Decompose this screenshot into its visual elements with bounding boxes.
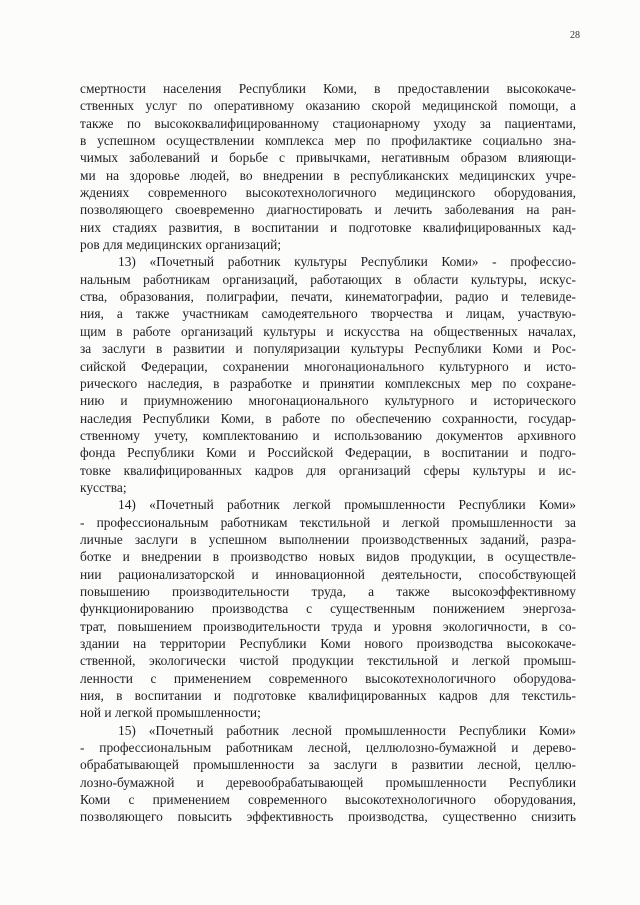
text-line: ния, в воспитании и подготовке квалифицированных кадров для текстиль- <box>80 688 576 704</box>
text-line: щим в работе организаций культуры и искусства на общественных началах, <box>80 323 576 339</box>
text-line: ства, образования, полиграфии, печати, кинематографии, радио и телевиде- <box>80 289 576 305</box>
text-line: трат, повышением производительности труда и уровня экологичности, в со- <box>80 618 576 634</box>
text-line: лозно-бумажной и деревообрабатывающей промышленности Республики <box>80 774 576 790</box>
text-line: - профессиональным работникам лесной, целлюлозно-бумажной и дерево- <box>80 740 576 756</box>
text-line: смертности населения Республики Коми, в предоставлении высококаче- <box>80 81 576 96</box>
text-line: Коми с применением современного высокотехнологичного оборудования, <box>80 792 576 808</box>
text-line: ственному учету, комплектованию и использованию документов архивного <box>80 427 576 443</box>
text-line: чимых заболеваний и борьбе с привычками, негативным образом влияющи- <box>80 150 576 166</box>
text-line: 15) «Почетный работник лесной промышленности Республики Коми» <box>118 722 576 738</box>
text-line: повышению производительности труда, а также высокоэффективному <box>80 583 576 599</box>
page-number: 28 <box>570 30 580 41</box>
text-line: ной и легкой промышленности; <box>80 705 261 721</box>
text-line: рического наследия, в разработке и принятии комплексных мер по сохране- <box>80 375 576 391</box>
text-line: товке квалифицированных кадров для организаций сферы культуры и ис- <box>80 462 576 478</box>
text-line: сийской Федерации, сохранении многонационального культурного и исто- <box>80 358 576 374</box>
text-line: ми на здоровье людей, во внедрении в республиканских медицинских учре- <box>80 167 576 183</box>
text-line: ственных услуг по оперативному оказанию скорой медицинской помощи, а <box>80 98 576 114</box>
text-line: обрабатывающей промышленности за заслуги в развитии лесной, целлю- <box>80 757 576 773</box>
text-line: них стадиях развития, в воспитании и подготовке квалифицированных кад- <box>80 219 576 235</box>
text-line: позволяющего своевременно диагностировать и лечить заболевания на ран- <box>80 202 576 218</box>
text-line: 14) «Почетный работник легкой промышленности Республики Коми» <box>118 497 576 513</box>
text-line: ждениях современного высокотехнологичного медицинского оборудования, <box>80 185 576 201</box>
text-line: позволяющего повысить эффективность производства, существенно снизить <box>80 809 576 825</box>
text-line: здании на территории Республики Коми нового производства высококаче- <box>80 636 576 651</box>
text-line: за заслуги в развитии и популяризации культуры Республики Коми и Рос- <box>80 341 576 357</box>
text-line: ров для медицинских организаций; <box>80 237 282 253</box>
text-line: ленности с применением современного высокотехнологичного оборудова- <box>80 670 576 686</box>
text-line: наследия Республики Коми, в работе по обеспечению сохранности, государ- <box>80 410 576 426</box>
text-line: также по высококвалифицированному стационарному уходу за пациентами, <box>80 115 576 131</box>
text-line: фонда Республики Коми и Российской Федерации, в воспитании и подго- <box>80 445 576 461</box>
text-line: личные заслуги в успешном выполнении производственных заданий, разра- <box>80 531 576 547</box>
document-body <box>80 80 576 826</box>
text-line: ственной, экологически чистой продукции текстильной и легкой промыш- <box>80 653 576 669</box>
text-line: нии рационализаторской и инновационной деятельности, способствующей <box>80 566 576 582</box>
text-line: кусства; <box>80 479 127 495</box>
text-line: - профессиональным работникам текстильной и легкой промышленности за <box>80 514 576 530</box>
text-line: в успешном осуществлении комплекса мер по профилактике социально зна- <box>80 133 576 149</box>
text-line: ботке и внедрении в производство новых видов продукции, в осуществле- <box>80 549 576 565</box>
text-line: ния, а также участникам самодеятельного творчества и лицам, участвую- <box>80 306 576 322</box>
text-line: 13) «Почетный работник культуры Республики Коми» - профессио- <box>118 254 576 270</box>
text-line: нальным работникам организаций, работающих в области культуры, искус- <box>80 271 576 287</box>
text-line: функционированию производства с существенным понижением энергоза- <box>80 601 576 617</box>
text-line: нию и приумножению многонационального культурного и исторического <box>80 393 576 409</box>
